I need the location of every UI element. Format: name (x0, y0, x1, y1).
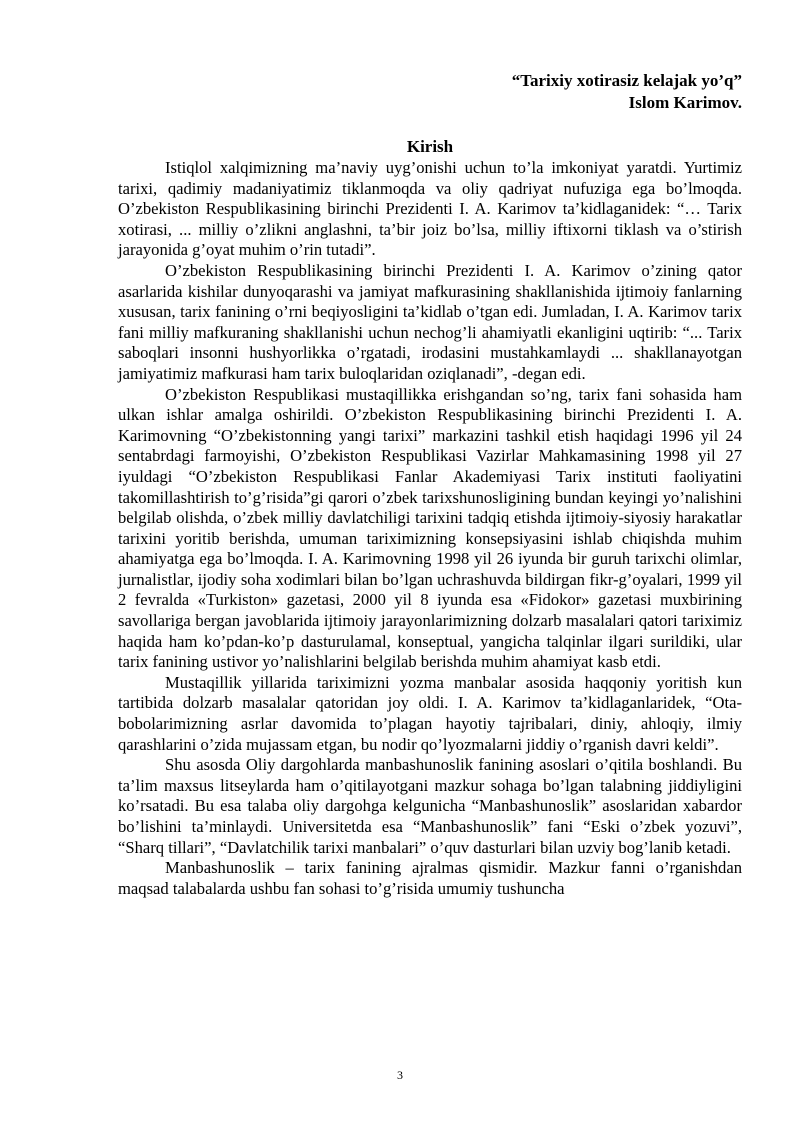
paragraph: Shu asosda Oliy dargohlarda manbashunoslik fanining asoslari o’qitila boshlandi. Bu ta’lim maxsus litseylarda ham o’qitilayotgani mazkur sohaga bo’lgan talabning jiddiyligini ko’rsatadi. Bu esa talaba oliy dargohga kelgunicha “Manbashunoslik” asoslaridan xabardor bo’lishini ta’minlaydi. Universitetda esa “Manbashunoslik” fani “Eski o’zbek yozuvi”, “Sharq tillari”, “Davlatchilik tarixi manbalari” o’quv dasturlari bilan uzviy bog’lanib ketadi. (118, 755, 742, 857)
paragraph: Manbashunoslik – tarix fanining ajralmas qismidir. Mazkur fanni o’rganishdan maqsad talabalarda ushbu fan sohasi to’g’risida umumiy tushuncha (118, 858, 742, 898)
paragraph: O’zbekiston Respublikasining birinchi Prezidenti I. A. Karimov o’zining qator asarlarida kishilar dunyoqarashi va jamiyat mafkurasining shakllanishida ijtimoiy fanlarning xususan, tarix fanining o’rni beqiyosligini ta’kidlab o’tgan edi. Jumladan, I. A. Karimov tarix fani milliy mafkuraning shakllanishi uchun nechog’li ahamiyatli ekanligini uqtirib: “... Tarix saboqlari insonni hushyorlikka o’rgatadi, irodasini mustahkamlaydi ... shakllanayotgan jamiyatimiz mafkurasi ham tarix buloqlaridan oziqlanadi”, -degan edi. (118, 260, 742, 383)
epigraph-quote: “Tarixiy xotirasiz kelajak yo’q” (511, 71, 742, 90)
document-page (118, 70, 742, 899)
paragraph: O’zbekiston Respublikasi mustaqillikka erishgandan so’ng, tarix fani sohasida ham ulkan ishlar amalga oshirildi. O’zbekiston Respublikasining birinchi Prezidenti I. A. Karimovning “O’zbekistonning yangi tarixi” markazini tashkil etish haqidagi 1996 yil 24 sentabrdagi farmoyishi, O’zbekiston Respublikasi Vazirlar Mahkamasining 1998 yil 27 iyuldagi “O’zbekiston Respublikasi Fanlar Akademiyasi Tarix instituti faoliyatini takomillashtirish to’g’risida”gi qarori o’zbek tarixshunosligining bundan keyingi yo’nalishini belgilab olishda, o’zbek milliy davlatchiligi tarixini tadqiq etishda ijtimoiy-siyosiy harakatlar tarixini yoritib berishda, umuman tariximizning konsepsiyasini ishlab chiqishda muhim ahamiyatga ega bo’lmoqda. I. A. Karimovning 1998 yil 26 iyunda bir guruh tarixchi olimlar, jurnalistlar, ijodiy soha xodimlari bilan bo’lgan uchrashuvda bildirgan fikr-g’oyalari, 1999 yil 2 fevralda «Turkiston» gazetasi, 2000 yil 8 iyunda esa «Fidokor» gazetasi muxbirining savollariga bergan javoblarida ijtimoiy jarayonlarimizning dolzarb masalalari qatori tariximiz haqida ham ko’pdan-ko’p dasturulamal, konseptual, yangicha talqinlar ilgari surildiki, ular tarix fanining ustivor yo’nalishlarini belgilab berishda muhim ahamiyat kasb etdi. (118, 384, 742, 672)
paragraph: Istiqlol xalqimizning ma’naviy uyg’onishi uchun to’la imkoniyat yaratdi. Yurtimiz tarixi, qadimiy madaniyatimiz tiklanmoqda va oliy qadriyat nufuziga ega bo’lmoqda. O’zbekiston Respublikasining birinchi Prezidenti I. A. Karimov ta’kidlaganidek: “… Tarix xotirasi, ... milliy o’zlikni anglashni, ta’bir joiz bo’lsa, milliy iftixorni tiklash va o’stirish jarayonida g’oyat muhim o’rin tutadi”. (118, 158, 742, 260)
page-number: 3 (397, 1068, 403, 1082)
epigraph-author: Islom Karimov. (628, 93, 742, 112)
epigraph (118, 70, 742, 114)
section-heading: Kirish (406, 137, 454, 156)
paragraph: Mustaqillik yillarida tariximizni yozma manbalar asosida haqqoniy yoritish kun tartibida dolzarb masalalar qatoridan joy oldi. I. A. Karimov ta’kidlaganlaridek, “Ota-bobolarimizning asrlar davomida to’plagan hayotiy tajribalari, diniy, ahloqiy, ilmiy qarashlarini o’zida mujassam etgan, bu nodir qo’lyozmalarni jiddiy o’rganish davri keldi”. (118, 672, 742, 754)
